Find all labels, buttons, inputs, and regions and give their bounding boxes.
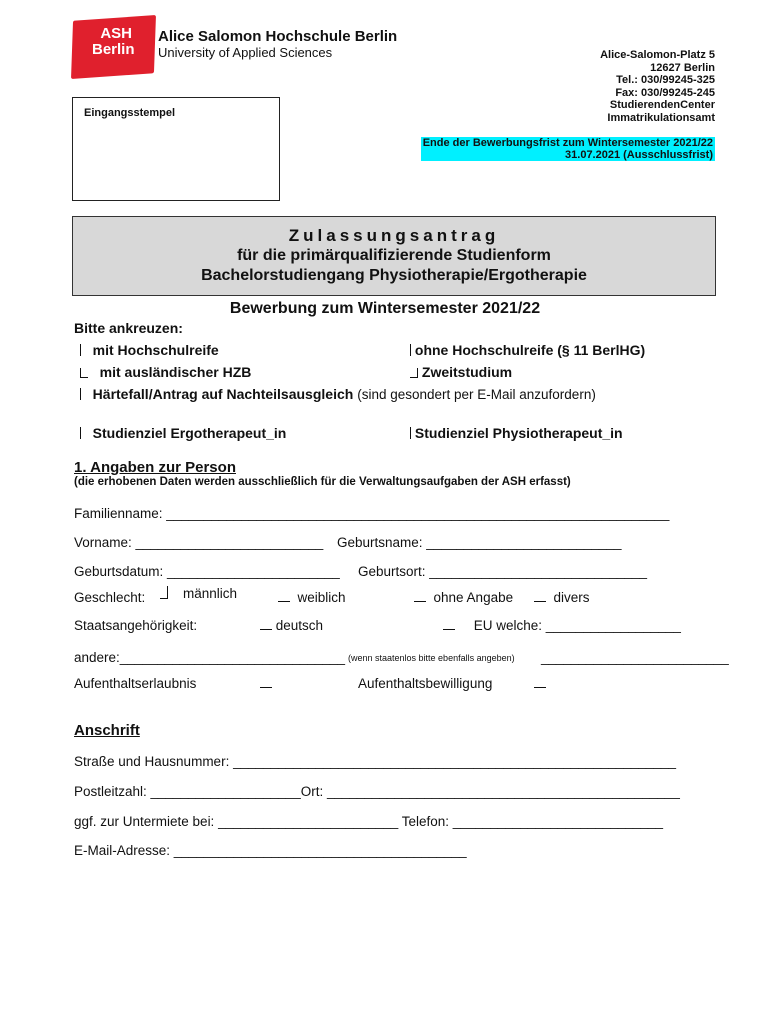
deadline-notice <box>421 137 715 161</box>
untermiete-telefon-field[interactable]: ggf. zur Untermiete bei: ________________________ Telefon: ____________________________ <box>74 814 664 829</box>
option-hochschulreife[interactable] <box>80 342 219 358</box>
strasse-field[interactable]: Straße und Hausnummer: ___________________________________________________________ <box>74 754 677 769</box>
logo-line1: ASH <box>100 25 132 42</box>
option-haertefall[interactable] <box>80 386 596 402</box>
form-subtitle: für die primärqualifizierende Studienform <box>237 247 551 264</box>
checkbox-icon[interactable] <box>534 687 546 688</box>
checkbox-icon[interactable] <box>80 368 88 378</box>
option-physio[interactable] <box>410 425 623 441</box>
eu-option[interactable] <box>443 618 681 633</box>
geschlecht-label: Geschlecht: <box>74 590 146 605</box>
logo-text <box>92 25 135 58</box>
option-haertefall-note: (sind gesondert per E-Mail anzufordern) <box>357 387 596 402</box>
vorname-field[interactable]: Vorname: _________________________ <box>74 535 324 550</box>
maennlich-label: männlich <box>183 586 238 601</box>
andere-field[interactable]: andere:______________________________ <box>74 650 346 665</box>
form-title: Zulassungsantrag <box>288 226 500 245</box>
checkbox-icon[interactable] <box>260 629 272 630</box>
address-tel: Tel.: 030/99245-325 <box>616 74 715 86</box>
logo-line2: Berlin <box>92 41 135 58</box>
stamp-label: Eingangsstempel <box>84 107 176 119</box>
deadline-line2: 31.07.2021 (Ausschlussfrist) <box>565 149 713 161</box>
checkbox-icon[interactable] <box>443 629 455 630</box>
option-zweitstudium-label: Zweitstudium <box>421 364 513 380</box>
section-person-heading: 1. Angaben zur Person <box>74 459 236 476</box>
address-city: 12627 Berlin <box>650 61 715 74</box>
weiblich-option[interactable] <box>278 590 346 605</box>
ohne-angabe-label: ohne Angabe <box>433 590 514 605</box>
eu-field[interactable]: EU welche: __________________ <box>473 618 681 633</box>
maennlich-option[interactable] <box>160 586 237 601</box>
option-zweitstudium[interactable] <box>410 364 512 380</box>
address-block <box>600 49 715 124</box>
checkbox-icon[interactable] <box>160 586 168 599</box>
divers-label: divers <box>553 590 590 605</box>
deutsch-option[interactable] <box>260 618 323 633</box>
checkbox-icon[interactable] <box>278 601 290 602</box>
option-ohne-hochschulreife[interactable] <box>410 342 645 358</box>
geburtsname-field[interactable]: Geburtsname: __________________________ <box>337 535 622 550</box>
checkbox-icon[interactable] <box>410 344 411 356</box>
option-ohne-hochschulreife-label: ohne Hochschulreife (§ 11 BerlHG) <box>414 342 646 358</box>
aufenthaltsbewilligung-checkbox[interactable] <box>534 676 546 691</box>
checkbox-icon[interactable] <box>414 601 426 602</box>
option-ergo[interactable] <box>80 425 286 441</box>
address-office: Immatrikulationsamt <box>607 111 715 124</box>
institution-subtitle: University of Applied Sciences <box>158 45 333 60</box>
ohne-angabe-option[interactable] <box>414 590 513 605</box>
option-ergo-label: Studienziel Ergotherapeut_in <box>92 425 287 441</box>
email-field[interactable]: E-Mail-Adresse: _______________________________________ <box>74 843 467 858</box>
option-auslaendisch-label: mit ausländischer HZB <box>99 364 252 380</box>
checkbox-icon[interactable] <box>80 427 81 439</box>
address-street: Alice-Salomon-Platz 5 <box>600 49 715 61</box>
receipt-stamp-box <box>72 97 280 201</box>
weiblich-label: weiblich <box>297 590 346 605</box>
tick-prompt: Bitte ankreuzen: <box>74 320 183 336</box>
plz-ort-field[interactable]: Postleitzahl: ____________________Ort: _______________________________________________ <box>74 784 680 799</box>
aufenthaltserlaubnis-checkbox[interactable] <box>260 676 272 691</box>
divers-option[interactable] <box>534 590 590 605</box>
checkbox-icon[interactable] <box>410 427 411 439</box>
option-haertefall-label: Härtefall/Antrag auf Nachteilsausgleich <box>92 386 354 402</box>
checkbox-icon[interactable] <box>80 344 81 356</box>
option-hochschulreife-label: mit Hochschulreife <box>92 342 219 358</box>
checkbox-icon[interactable] <box>410 368 418 378</box>
checkbox-icon[interactable] <box>260 687 272 688</box>
aufenthaltserlaubnis-label: Aufenthaltserlaubnis <box>74 676 197 691</box>
aufenthaltsbewilligung-label: Aufenthaltsbewilligung <box>358 676 493 691</box>
andere-extra-field[interactable]: _________________________ <box>541 650 729 665</box>
staatsangehoerigkeit-label: Staatsangehörigkeit: <box>74 618 198 633</box>
andere-note: (wenn staatenlos bitte ebenfalls angeben) <box>348 653 515 663</box>
institution-name: Alice Salomon Hochschule Berlin <box>158 28 398 45</box>
geburtsort-field[interactable]: Geburtsort: _____________________________ <box>358 564 648 579</box>
checkbox-icon[interactable] <box>534 601 546 602</box>
geburtsdatum-field[interactable]: Geburtsdatum: _______________________ <box>74 564 340 579</box>
application-semester: Bewerbung zum Wintersemester 2021/22 <box>229 300 541 317</box>
deadline-line1: Ende der Bewerbungsfrist zum Wintersemester 2021/22 <box>422 137 713 149</box>
section-anschrift-heading: Anschrift <box>74 722 140 739</box>
option-physio-label: Studienziel Physiotherapeut_in <box>414 425 623 441</box>
program-name: Bachelorstudiengang Physiotherapie/Ergotherapie <box>201 267 587 284</box>
title-box <box>72 216 716 296</box>
checkbox-icon[interactable] <box>80 388 81 400</box>
address-center: StudierendenCenter <box>609 99 715 111</box>
option-auslaendisch[interactable] <box>80 364 251 380</box>
deutsch-label: deutsch <box>275 618 324 633</box>
address-fax: Fax: 030/99245-245 <box>615 86 715 99</box>
familienname-field[interactable]: Familienname: ___________________________________________________________________ <box>74 506 670 521</box>
section-person-note: (die erhobenen Daten werden ausschließlich für die Verwaltungsaufgaben der ASH erfasst) <box>74 476 571 488</box>
